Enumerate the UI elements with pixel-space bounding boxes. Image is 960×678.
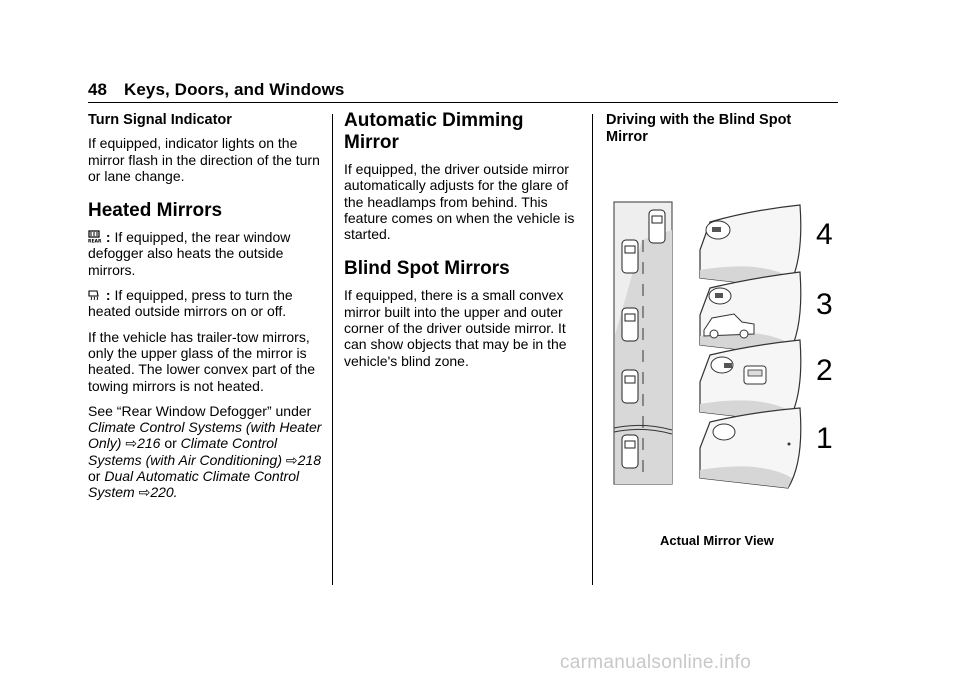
- svg-text:REAR: REAR: [88, 239, 102, 245]
- car-4-window: [625, 376, 635, 383]
- reference-page-2[interactable]: 218: [297, 451, 321, 468]
- reference-link-2[interactable]: Climate Control Systems (with Air Conditioning): [88, 435, 282, 468]
- reference-page-1[interactable]: 216: [137, 435, 161, 452]
- blind-spot-heading: Blind Spot Mirrors: [344, 258, 510, 280]
- heated-mirror-icon: [88, 289, 100, 301]
- rear-defog-text: If equipped, the rear window defogger also heats the outside mirrors.: [88, 229, 291, 278]
- rear-window-defogger-icon: [88, 230, 100, 243]
- figure-label-1: 1: [816, 422, 833, 455]
- rear-defog-paragraph: REAR : If equipped, the rear window defogger also heats the outside mirrors.: [88, 229, 291, 278]
- or-text-1: or: [164, 435, 177, 452]
- car-5-icon: [622, 435, 638, 468]
- reference-link-3[interactable]: Dual Automatic Climate Control System: [88, 468, 300, 501]
- watermark: carmanualsonline.info: [560, 652, 752, 673]
- blind-spot-mirror-illustration: [612, 200, 802, 490]
- column-divider-1: [332, 114, 333, 585]
- or-text-2: or: [88, 468, 101, 485]
- column-1: [88, 108, 324, 510]
- see-reference-paragraph: [88, 403, 324, 501]
- reference-page-3[interactable]: 220.: [150, 484, 178, 501]
- figure-label-3: 3: [816, 288, 833, 321]
- driving-blind-spot-heading: Driving with the Blind Spot Mirror: [606, 112, 792, 145]
- see-prefix: See “Rear Window Defogger” under: [88, 402, 312, 419]
- car-3-icon: [622, 308, 638, 341]
- heated-mirror-paragraph: : If equipped, press to turn the heated outside mirrors on or off.: [88, 287, 293, 320]
- arrow-reference-icon: ⇨: [138, 484, 151, 501]
- car-1-icon: [649, 210, 665, 243]
- blind-spot-text: If equipped, there is a small convex mirror built into the upper and outer corner of the driver outside mirror. It can show objects that may be in the vehicle's blind zone.: [344, 287, 567, 369]
- car-2-icon: [622, 240, 638, 273]
- page-number: 48: [88, 80, 108, 99]
- figure-caption: Actual Mirror View: [660, 533, 774, 548]
- auto-dimming-heading: Automatic Dimming Mirror: [344, 110, 524, 153]
- section-title: Keys, Doors, and Windows: [124, 80, 345, 99]
- car-5-window: [625, 441, 635, 448]
- arrow-reference-icon: ⇨: [125, 435, 138, 452]
- auto-dimming-text: If equipped, the driver outside mirror automatically adjusts for the glare of the headlamps from behind. This feature comes on when the vehicle is started.: [344, 161, 575, 243]
- car-3-window: [625, 314, 635, 321]
- page-header: [88, 80, 344, 100]
- column-3: [606, 108, 826, 153]
- car-2-window: [625, 246, 635, 253]
- arrow-reference-icon: ⇨: [285, 451, 298, 468]
- turn-signal-text: If equipped, indicator lights on the mirror flash in the direction of the turn or lane change.: [88, 135, 320, 184]
- car-1-window: [652, 216, 662, 223]
- mirror-view-1: [700, 408, 801, 488]
- trailer-tow-text: If the vehicle has trailer-tow mirrors, only the upper glass of the mirror is heated. The lower convex part of the towing mirrors is not heated.: [88, 328, 315, 394]
- heated-mirror-text: If equipped, press to turn the heated outside mirrors on or off.: [88, 287, 293, 320]
- column-2: [344, 108, 580, 378]
- header-rule: [88, 102, 838, 103]
- figure-label-4: 4: [816, 218, 833, 251]
- car-4-icon: [622, 370, 638, 403]
- reference-link-1[interactable]: Climate Control Systems (with Heater Only): [88, 419, 322, 452]
- turn-signal-heading: Turn Signal Indicator: [88, 112, 232, 128]
- figure-label-2: 2: [816, 354, 833, 387]
- heated-mirrors-heading: Heated Mirrors: [88, 200, 223, 222]
- column-divider-2: [592, 114, 593, 585]
